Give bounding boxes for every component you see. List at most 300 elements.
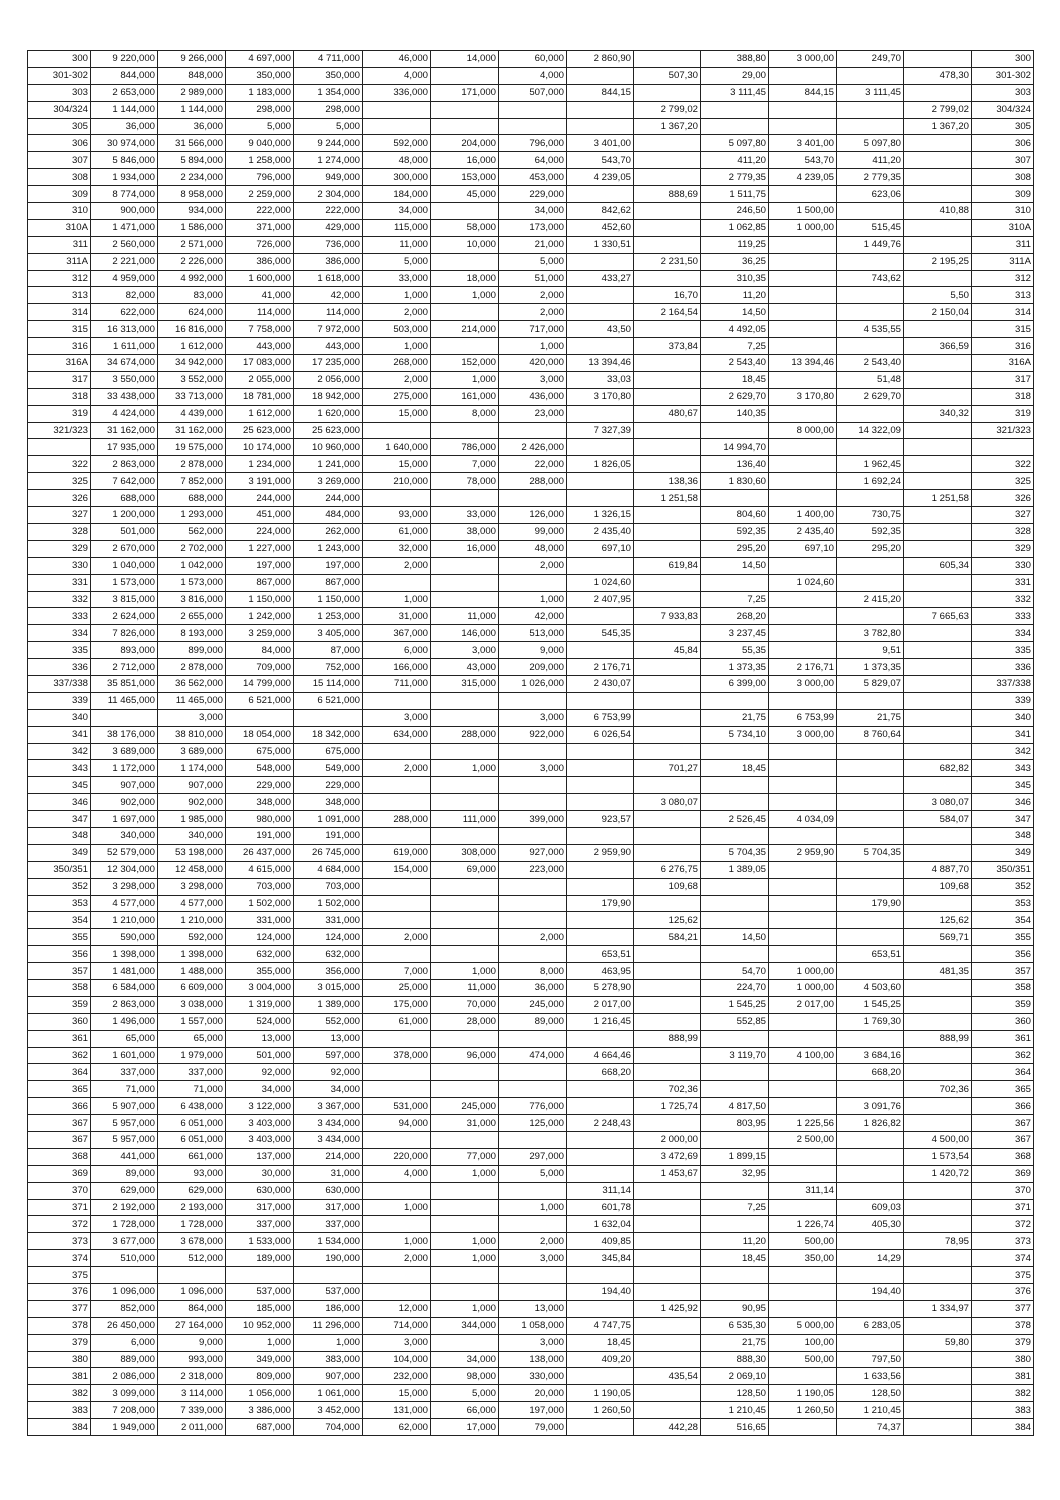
row-id-cell-right: 370 bbox=[972, 1182, 1034, 1199]
value-cell: 109,68 bbox=[634, 878, 701, 895]
value-cell bbox=[904, 946, 972, 963]
value-cell bbox=[904, 169, 972, 186]
value-cell: 1 091,000 bbox=[294, 811, 363, 828]
value-cell: 1 600,000 bbox=[226, 270, 294, 287]
value-cell: 922,000 bbox=[499, 726, 567, 743]
value-cell bbox=[634, 456, 701, 473]
table-row bbox=[28, 1284, 1034, 1301]
value-cell bbox=[363, 1267, 431, 1284]
value-cell: 386,000 bbox=[226, 253, 294, 270]
value-cell: 543,70 bbox=[769, 152, 837, 169]
value-cell bbox=[769, 405, 837, 422]
value-cell: 433,27 bbox=[567, 270, 634, 287]
value-cell: 1 830,60 bbox=[701, 473, 769, 490]
value-cell: 2 959,90 bbox=[567, 844, 634, 861]
value-cell bbox=[769, 827, 837, 844]
value-cell: 171,000 bbox=[431, 84, 499, 101]
value-cell bbox=[499, 912, 567, 929]
value-cell: 1 330,51 bbox=[567, 236, 634, 253]
value-cell: 34 674,000 bbox=[91, 355, 158, 372]
value-cell: 12 458,000 bbox=[158, 861, 226, 878]
row-id-cell-right: 304/324 bbox=[972, 101, 1034, 118]
value-cell: 2,000 bbox=[499, 304, 567, 321]
value-cell: 5 846,000 bbox=[91, 152, 158, 169]
value-cell bbox=[769, 1368, 837, 1385]
row-id-cell-right: 381 bbox=[972, 1368, 1034, 1385]
value-cell: 229,000 bbox=[499, 186, 567, 203]
value-cell: 463,95 bbox=[567, 963, 634, 980]
value-cell: 31,000 bbox=[363, 608, 431, 625]
value-cell: 1 373,35 bbox=[837, 659, 904, 676]
table-row bbox=[28, 726, 1034, 743]
table-row bbox=[28, 405, 1034, 422]
value-cell bbox=[634, 1351, 701, 1368]
value-cell bbox=[701, 574, 769, 591]
value-cell: 796,000 bbox=[499, 135, 567, 152]
value-cell: 569,71 bbox=[904, 929, 972, 946]
value-cell bbox=[634, 523, 701, 540]
value-cell: 18,45 bbox=[701, 371, 769, 388]
value-cell: 623,06 bbox=[837, 186, 904, 203]
row-id-cell-right: 315 bbox=[972, 321, 1034, 338]
value-cell: 4 711,000 bbox=[294, 51, 363, 68]
value-cell: 1 500,00 bbox=[769, 203, 837, 220]
value-cell: 2 989,000 bbox=[158, 84, 226, 101]
value-cell: 510,000 bbox=[91, 1250, 158, 1267]
table-row bbox=[28, 1047, 1034, 1064]
value-cell: 1 533,000 bbox=[226, 1233, 294, 1250]
value-cell: 6 584,000 bbox=[91, 979, 158, 996]
value-cell: 7 339,000 bbox=[158, 1402, 226, 1419]
value-cell: 3 015,000 bbox=[294, 979, 363, 996]
row-id-cell: 367 bbox=[28, 1115, 91, 1132]
value-cell: 1,000 bbox=[499, 338, 567, 355]
value-cell bbox=[499, 1064, 567, 1081]
value-cell: 1,000 bbox=[431, 371, 499, 388]
row-id-cell-right: 309 bbox=[972, 186, 1034, 203]
value-cell: 186,000 bbox=[294, 1300, 363, 1317]
value-cell bbox=[904, 186, 972, 203]
value-cell bbox=[431, 794, 499, 811]
value-cell: 6 609,000 bbox=[158, 979, 226, 996]
table-row bbox=[28, 760, 1034, 777]
value-cell: 3 099,000 bbox=[91, 1385, 158, 1402]
value-cell: 336,000 bbox=[363, 84, 431, 101]
value-cell: 2 629,70 bbox=[701, 388, 769, 405]
value-cell: 8 774,000 bbox=[91, 186, 158, 203]
value-cell: 11,000 bbox=[431, 979, 499, 996]
value-cell: 1 557,000 bbox=[158, 1013, 226, 1030]
value-cell: 297,000 bbox=[499, 1148, 567, 1165]
value-cell: 5,000 bbox=[499, 1165, 567, 1182]
value-cell: 1 226,74 bbox=[769, 1216, 837, 1233]
value-cell: 1,000 bbox=[363, 1199, 431, 1216]
row-id-cell-right: 317 bbox=[972, 371, 1034, 388]
row-id-cell-right: 343 bbox=[972, 760, 1034, 777]
value-cell: 1 545,25 bbox=[837, 996, 904, 1013]
value-cell: 2,000 bbox=[363, 371, 431, 388]
value-cell bbox=[904, 996, 972, 1013]
value-cell: 34,000 bbox=[294, 1081, 363, 1098]
value-cell: 2,000 bbox=[499, 929, 567, 946]
value-cell bbox=[904, 709, 972, 726]
value-cell: 5 894,000 bbox=[158, 152, 226, 169]
row-id-cell-right: 362 bbox=[972, 1047, 1034, 1064]
value-cell bbox=[904, 422, 972, 439]
value-cell: 137,000 bbox=[226, 1148, 294, 1165]
value-cell: 26 437,000 bbox=[226, 844, 294, 861]
value-cell: 1 367,20 bbox=[904, 118, 972, 135]
value-cell: 42,000 bbox=[294, 287, 363, 304]
value-cell bbox=[499, 1284, 567, 1301]
value-cell: 592,000 bbox=[158, 929, 226, 946]
row-id-cell-right: 356 bbox=[972, 946, 1034, 963]
value-cell: 1 985,000 bbox=[158, 811, 226, 828]
value-cell: 13 394,46 bbox=[567, 355, 634, 372]
value-cell: 2 526,45 bbox=[701, 811, 769, 828]
value-cell: 923,57 bbox=[567, 811, 634, 828]
table-row bbox=[28, 1216, 1034, 1233]
value-cell bbox=[904, 642, 972, 659]
value-cell: 632,000 bbox=[294, 946, 363, 963]
value-cell: 1 042,000 bbox=[158, 557, 226, 574]
value-cell bbox=[904, 523, 972, 540]
value-cell bbox=[363, 743, 431, 760]
row-id-cell-right: 357 bbox=[972, 963, 1034, 980]
value-cell: 5,000 bbox=[363, 253, 431, 270]
value-cell bbox=[769, 253, 837, 270]
value-cell bbox=[634, 507, 701, 524]
value-cell: 653,51 bbox=[837, 946, 904, 963]
row-id-cell-right: 336 bbox=[972, 659, 1034, 676]
table-row bbox=[28, 1300, 1034, 1317]
value-cell: 348,000 bbox=[294, 794, 363, 811]
value-cell bbox=[634, 152, 701, 169]
value-cell: 3,000 bbox=[499, 1250, 567, 1267]
value-cell bbox=[837, 777, 904, 794]
value-cell bbox=[701, 1132, 769, 1149]
table-row bbox=[28, 439, 1034, 456]
value-cell bbox=[431, 253, 499, 270]
row-id-cell-right: 382 bbox=[972, 1385, 1034, 1402]
value-cell bbox=[567, 1030, 634, 1047]
value-cell: 245,000 bbox=[431, 1098, 499, 1115]
value-cell bbox=[769, 1300, 837, 1317]
value-cell bbox=[904, 51, 972, 68]
value-cell: 2 234,000 bbox=[158, 169, 226, 186]
value-cell: 14 994,70 bbox=[701, 439, 769, 456]
value-cell: 4,000 bbox=[363, 67, 431, 84]
value-cell: 34,000 bbox=[431, 1351, 499, 1368]
table-row bbox=[28, 979, 1034, 996]
value-cell: 809,000 bbox=[226, 1368, 294, 1385]
value-cell bbox=[431, 67, 499, 84]
value-cell bbox=[634, 236, 701, 253]
value-cell: 126,000 bbox=[499, 507, 567, 524]
value-cell: 484,000 bbox=[294, 507, 363, 524]
value-cell: 796,000 bbox=[226, 169, 294, 186]
value-cell: 36,000 bbox=[499, 979, 567, 996]
value-cell: 30,000 bbox=[226, 1165, 294, 1182]
value-cell: 2,000 bbox=[499, 287, 567, 304]
value-cell: 33,000 bbox=[431, 507, 499, 524]
row-id-cell-right: 373 bbox=[972, 1233, 1034, 1250]
value-cell bbox=[567, 1419, 634, 1436]
value-cell: 131,000 bbox=[363, 1402, 431, 1419]
row-id-cell: 340 bbox=[28, 709, 91, 726]
value-cell bbox=[499, 1267, 567, 1284]
value-cell bbox=[769, 794, 837, 811]
value-cell: 138,36 bbox=[634, 473, 701, 490]
value-cell bbox=[769, 321, 837, 338]
value-cell: 33 438,000 bbox=[91, 388, 158, 405]
value-cell: 3 452,000 bbox=[294, 1402, 363, 1419]
value-cell: 888,99 bbox=[904, 1030, 972, 1047]
value-cell bbox=[499, 1216, 567, 1233]
value-cell: 1 190,05 bbox=[567, 1385, 634, 1402]
value-cell bbox=[904, 1351, 972, 1368]
row-id-cell: 345 bbox=[28, 777, 91, 794]
value-cell: 38 810,000 bbox=[158, 726, 226, 743]
row-id-cell-right: 375 bbox=[972, 1267, 1034, 1284]
value-cell: 2 226,000 bbox=[158, 253, 226, 270]
value-cell: 4 239,05 bbox=[769, 169, 837, 186]
value-cell: 295,20 bbox=[837, 540, 904, 557]
value-cell: 17 235,000 bbox=[294, 355, 363, 372]
value-cell: 1 234,000 bbox=[226, 456, 294, 473]
value-cell: 17 935,000 bbox=[91, 439, 158, 456]
value-cell: 34,000 bbox=[226, 1081, 294, 1098]
value-cell bbox=[567, 490, 634, 507]
row-id-cell-right: 376 bbox=[972, 1284, 1034, 1301]
table-row bbox=[28, 51, 1034, 68]
value-cell bbox=[904, 726, 972, 743]
value-cell: 2 543,40 bbox=[837, 355, 904, 372]
value-cell: 21,75 bbox=[701, 709, 769, 726]
value-cell bbox=[701, 1081, 769, 1098]
value-cell: 1 274,000 bbox=[294, 152, 363, 169]
value-cell bbox=[567, 794, 634, 811]
table-row bbox=[28, 219, 1034, 236]
row-id-cell-right: 369 bbox=[972, 1165, 1034, 1182]
value-cell: 22,000 bbox=[499, 456, 567, 473]
value-cell: 15,000 bbox=[363, 405, 431, 422]
value-cell: 3 122,000 bbox=[226, 1098, 294, 1115]
value-cell: 138,000 bbox=[499, 1351, 567, 1368]
value-cell: 1 586,000 bbox=[158, 219, 226, 236]
value-cell bbox=[701, 118, 769, 135]
value-cell bbox=[363, 490, 431, 507]
value-cell: 337,000 bbox=[158, 1064, 226, 1081]
value-cell: 1,000 bbox=[499, 1199, 567, 1216]
value-cell bbox=[567, 253, 634, 270]
row-id-cell: 360 bbox=[28, 1013, 91, 1030]
value-cell: 537,000 bbox=[294, 1284, 363, 1301]
row-id-cell: 311A bbox=[28, 253, 91, 270]
value-cell: 337,000 bbox=[226, 1216, 294, 1233]
value-cell: 197,000 bbox=[294, 557, 363, 574]
value-cell bbox=[634, 51, 701, 68]
value-cell bbox=[701, 895, 769, 912]
value-cell: 2 500,00 bbox=[769, 1132, 837, 1149]
table-row bbox=[28, 169, 1034, 186]
row-id-cell-right: 374 bbox=[972, 1250, 1034, 1267]
value-cell: 549,000 bbox=[294, 760, 363, 777]
value-cell: 5 907,000 bbox=[91, 1098, 158, 1115]
value-cell: 90,95 bbox=[701, 1300, 769, 1317]
value-cell: 3 689,000 bbox=[91, 743, 158, 760]
value-cell bbox=[904, 777, 972, 794]
value-cell: 1 172,000 bbox=[91, 760, 158, 777]
row-id-cell-right: 340 bbox=[972, 709, 1034, 726]
value-cell: 249,70 bbox=[837, 51, 904, 68]
value-cell: 93,000 bbox=[363, 507, 431, 524]
value-cell: 125,000 bbox=[499, 1115, 567, 1132]
value-cell: 545,35 bbox=[567, 625, 634, 642]
value-cell: 388,80 bbox=[701, 51, 769, 68]
value-cell: 204,000 bbox=[431, 135, 499, 152]
value-cell: 443,000 bbox=[294, 338, 363, 355]
value-cell: 1 241,000 bbox=[294, 456, 363, 473]
value-cell: 340,000 bbox=[91, 827, 158, 844]
value-cell: 3 091,76 bbox=[837, 1098, 904, 1115]
value-cell: 797,50 bbox=[837, 1351, 904, 1368]
table-row bbox=[28, 878, 1034, 895]
row-id-cell: 310 bbox=[28, 203, 91, 220]
value-cell bbox=[904, 1267, 972, 1284]
table-row bbox=[28, 557, 1034, 574]
value-cell: 2,000 bbox=[499, 1233, 567, 1250]
value-cell: 1 611,000 bbox=[91, 338, 158, 355]
value-cell: 1 728,000 bbox=[158, 1216, 226, 1233]
value-cell: 21,000 bbox=[499, 236, 567, 253]
table-row bbox=[28, 692, 1034, 709]
value-cell: 2 259,000 bbox=[226, 186, 294, 203]
value-cell bbox=[363, 1284, 431, 1301]
value-cell: 70,000 bbox=[431, 996, 499, 1013]
value-cell: 1 389,05 bbox=[701, 861, 769, 878]
value-cell: 2 221,000 bbox=[91, 253, 158, 270]
value-cell: 9 244,000 bbox=[294, 135, 363, 152]
value-cell: 1 061,000 bbox=[294, 1385, 363, 1402]
value-cell bbox=[904, 1199, 972, 1216]
value-cell bbox=[701, 1267, 769, 1284]
value-cell: 5 734,10 bbox=[701, 726, 769, 743]
row-id-cell: 332 bbox=[28, 591, 91, 608]
value-cell: 175,000 bbox=[363, 996, 431, 1013]
value-cell: 31 162,000 bbox=[91, 422, 158, 439]
value-cell: 69,000 bbox=[431, 861, 499, 878]
value-cell bbox=[567, 439, 634, 456]
value-cell bbox=[499, 1030, 567, 1047]
value-cell bbox=[701, 422, 769, 439]
value-cell bbox=[769, 1030, 837, 1047]
value-cell bbox=[634, 1385, 701, 1402]
row-id-cell-right: 329 bbox=[972, 540, 1034, 557]
value-cell: 2 017,00 bbox=[769, 996, 837, 1013]
value-cell: 190,000 bbox=[294, 1250, 363, 1267]
value-cell: 2 430,07 bbox=[567, 675, 634, 692]
value-cell: 2 000,00 bbox=[634, 1132, 701, 1149]
value-cell: 330,000 bbox=[499, 1368, 567, 1385]
row-id-cell: 362 bbox=[28, 1047, 91, 1064]
value-cell: 3,000 bbox=[499, 760, 567, 777]
row-id-cell-right: 313 bbox=[972, 287, 1034, 304]
value-cell: 89,000 bbox=[91, 1165, 158, 1182]
value-cell bbox=[499, 827, 567, 844]
table-row bbox=[28, 574, 1034, 591]
value-cell: 9 220,000 bbox=[91, 51, 158, 68]
value-cell bbox=[701, 912, 769, 929]
value-cell: 441,000 bbox=[91, 1148, 158, 1165]
row-id-cell-right: 335 bbox=[972, 642, 1034, 659]
row-id-cell-right: 334 bbox=[972, 625, 1034, 642]
value-cell: 501,000 bbox=[226, 1047, 294, 1064]
table-row bbox=[28, 118, 1034, 135]
value-cell: 2 653,000 bbox=[91, 84, 158, 101]
value-cell bbox=[634, 946, 701, 963]
value-cell bbox=[567, 743, 634, 760]
value-cell: 11,000 bbox=[363, 236, 431, 253]
value-cell: 197,000 bbox=[226, 557, 294, 574]
value-cell bbox=[904, 1284, 972, 1301]
value-cell: 1 000,00 bbox=[769, 963, 837, 980]
value-cell: 337,000 bbox=[91, 1064, 158, 1081]
table-row bbox=[28, 929, 1034, 946]
value-cell bbox=[363, 878, 431, 895]
value-cell: 480,67 bbox=[634, 405, 701, 422]
value-cell: 1,000 bbox=[363, 1233, 431, 1250]
value-cell: 20,000 bbox=[499, 1385, 567, 1402]
value-cell: 6 521,000 bbox=[226, 692, 294, 709]
value-cell: 9,000 bbox=[499, 642, 567, 659]
value-cell: 9,000 bbox=[158, 1334, 226, 1351]
value-cell: 1 096,000 bbox=[158, 1284, 226, 1301]
value-cell bbox=[567, 642, 634, 659]
table-row bbox=[28, 1233, 1034, 1250]
value-cell bbox=[701, 1182, 769, 1199]
value-cell: 7 972,000 bbox=[294, 321, 363, 338]
value-cell bbox=[904, 979, 972, 996]
table-row bbox=[28, 507, 1034, 524]
value-cell: 907,000 bbox=[91, 777, 158, 794]
value-cell: 27 164,000 bbox=[158, 1317, 226, 1334]
value-cell: 478,30 bbox=[904, 67, 972, 84]
value-cell: 629,000 bbox=[91, 1182, 158, 1199]
value-cell: 2 176,71 bbox=[567, 659, 634, 676]
value-cell: 18,45 bbox=[701, 1250, 769, 1267]
value-cell: 2 415,20 bbox=[837, 591, 904, 608]
value-cell: 1,000 bbox=[226, 1334, 294, 1351]
value-cell: 2,000 bbox=[499, 557, 567, 574]
value-cell: 668,20 bbox=[567, 1064, 634, 1081]
value-cell bbox=[904, 1317, 972, 1334]
row-id-cell: 326 bbox=[28, 490, 91, 507]
table-row bbox=[28, 473, 1034, 490]
value-cell: 688,000 bbox=[158, 490, 226, 507]
value-cell: 61,000 bbox=[363, 1013, 431, 1030]
value-cell: 3 080,07 bbox=[904, 794, 972, 811]
row-id-cell: 308 bbox=[28, 169, 91, 186]
value-cell bbox=[904, 507, 972, 524]
row-id-cell: 313 bbox=[28, 287, 91, 304]
value-cell: 1 398,000 bbox=[91, 946, 158, 963]
row-id-cell: 305 bbox=[28, 118, 91, 135]
value-cell bbox=[431, 692, 499, 709]
value-cell bbox=[904, 844, 972, 861]
row-id-cell: 310A bbox=[28, 219, 91, 236]
value-cell: 3 119,70 bbox=[701, 1047, 769, 1064]
